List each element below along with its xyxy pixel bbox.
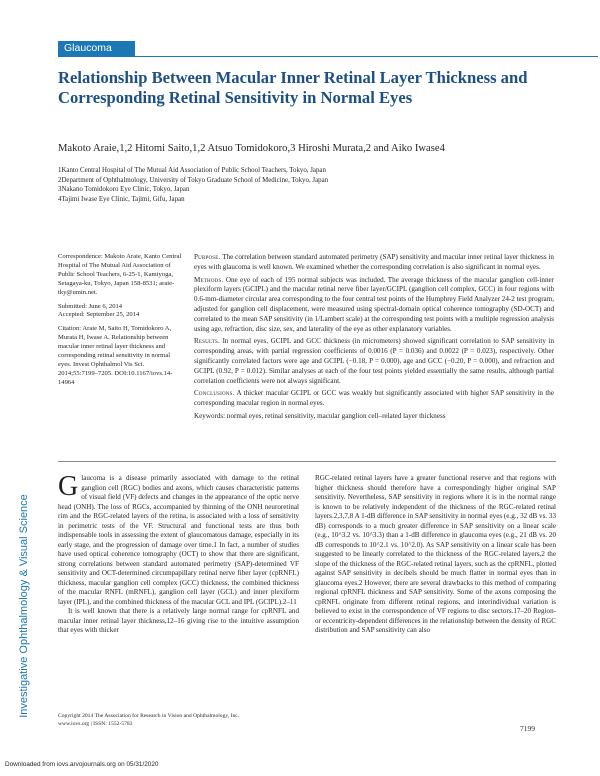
keywords: Keywords: normal eyes, retinal sensitivity, macular ganglion cell–related layer thickness [194, 411, 446, 420]
abstract-methods [194, 276, 554, 335]
accepted-date: Accepted: September 25, 2014 [58, 311, 140, 319]
affiliation-1: 1Kanto Central Hospital of The Mutual Aid Association of Public School Teachers, Tokyo, Japan [58, 167, 326, 174]
journal-name-vertical: Investigative Ophthalmology & Visual Science [18, 494, 30, 718]
methods-label: Methods. [194, 275, 224, 284]
intro-paragraph-1-text: laucoma is a disease primarily associated with damage to the retinal ganglion cell (RGC) bodies and axons, which causes characteristic patterns of visual field (VF) defects and changes in the appearance of the optic nerve head (ONH). The loss of RGCs, accompanied by thinning of the ONH neuroretinal rim and the RGC-related layers of the retina, is associated with a loss of sensitivity in perimetric tests of the VF. Structural and functional tests are thus both indispensable tools in assessing the extent of glaucomatous damage, especially in its early stage, and the progression of damage over time.1 In fact, a number of studies have used optical coherence tomography (OCT) to show that there are significant, strong correlations between standard automated perimetry (SAP)-determined VF sensitivity and OCT-determined circumpapillary retinal nerve fiber layer (cpRNFL) thickness, macular ganglion cell complex (GCC) thickness, the combined thickness of the macular RNFL (mRNFL), ganglion cell layer (GCL) and inner plexiform layer (IPL), and the combined thickness of the macular GCL and IPL (GCIPL).2–11 [58, 474, 299, 606]
abstract-results [194, 337, 554, 386]
conclusions-text: A thicker macular GCIPL or GCC was weakly but significantly associated with higher SAP sensitivity in the corresponding macular region in normal eyes. [194, 389, 554, 408]
conclusions-label: Conclusions. [194, 389, 235, 398]
methods-text: One eye of each of 195 normal subjects was included. The average thickness of the macular ganglion cell-inner plexiform layers (GCIPL) and the macular retinal nerve fiber layer/GCIPL (ganglion cell complex, GCC) in four regions with 0.6-mm-diameter circular area corresponding to the four central test points of the Humphrey Field Analyzer 24-2 test program, adjusted for ganglion cell displacement, were measured using spectral-domain optical coherence tomography (SD-OCT) and correlated to the mean SAP sensitivity (in 1/Lambert scale) at the corresponding test points with a multiple regression analysis using age, refraction, disc size, sex, and laterality of the eye as other explanatory variables. [194, 275, 554, 333]
issn-line: www.iovs.org | ISSN: 1552-5783 [58, 721, 133, 727]
intro-paragraph-2: It is well known that there is a relatively large normal range for cpRNFL and macular inner retinal layer thickness,12–16 giving rise to the intuitive assumption that eyes with thicker [58, 607, 299, 634]
affiliation-2: 2Department of Ophthalmology, University of Tokyo Graduate School of Medicine, Tokyo, Japan [58, 176, 329, 184]
affiliations [58, 166, 578, 204]
body-column-right [315, 474, 556, 636]
affiliation-4: 4Tajimi Iwase Eye Clinic, Tajimi, Gifu, Japan [58, 195, 185, 203]
section-tag: Glaucoma [58, 41, 135, 56]
body-column-left [58, 471, 299, 636]
purpose-label: Purpose. [194, 253, 221, 261]
page-footer [58, 712, 358, 728]
section-rule [58, 56, 598, 57]
download-note: Downloaded from iovs.arvojournals.org on 05/31/2020 [5, 761, 159, 768]
results-text: In normal eyes, GCIPL and GCC thickness (in micrometers) showed significant correlation to SAP sensitivity in corresponding areas, with partial regression coefficients of 0.0016 (P = 0.036) and 0.0022 (P = 0.023), respectively. Other significantly correlated factors were age and GCIPL (−0.18, P = 0.000), age and GCC (−0.20, P = 0.000), and refraction and GCIPL (0.92, P = 0.012). Similar analyses at each of the four test points yielded essentially the same results, although partial correlation coefficients were not always significant. [194, 337, 554, 385]
abstract-conclusions [194, 389, 554, 409]
article-sidebar [58, 253, 182, 393]
results-label: Results. [194, 337, 220, 346]
journal-vertical-banner [12, 490, 32, 730]
correspondence: Correspondence: Makoto Araie, Kanto Central Hospital of The Mutual Aid Association of Public School Teachers, 6-25-1, Kamiyoga, Setagaya-ku, Tokyo, Japan 158-8531; araie-tky@umin.net. [58, 253, 182, 296]
abstract-purpose [194, 253, 554, 273]
drop-cap: G [58, 471, 79, 502]
copyright-line: Copyright 2014 The Association for Research in Vision and Ophthalmology, Inc. [58, 713, 240, 719]
intro-paragraph-3: RGC-related retinal layers have a greater functional reserve and that regions with higher thickness should therefore have a correspondingly higher original SAP sensitivity. Nevertheless, SAP sensitivity in regions where it is in the normal range is known to be relatively independent of the thickness of the RGC-related retinal layers.2,3,7,8 A 1-dB difference in SAP sensitivity in normal eyes (e.g., 32 dB vs. 33 dB) corresponds to a much greater difference in SAP sensitivity on a linear scale (e.g., 10^3.2 vs. 10^3.3) than a 1-dB difference in glaucoma eyes (e.g., 21 dB vs. 20 dB corresponds to 10^2.1 vs. 10^2.0). As SAP sensitivity on a linear scale has been suggested to be linearly correlated to the thickness of the RGC-related layers,2 the slope of the thickness of the RGC-related retinal layers, such as the cpRNFL, plotted against SAP sensitivity in decibels should be much flatter in normal eyes than in glaucoma eyes.2 However, there are several drawbacks to this method of comparing regional cpRNFL thickness and SAP sensitivity. Some of the axons composing the cpRNFL originate from different retinal regions, and interindividual variation is believed to exist in the correspondence of VF regions to disc sectors.17–20 Region- or eccentricity-dependent differences in the relationship between the density of RGC distribution and SAP sensitivity can also [315, 474, 556, 634]
page-number: 7199 [520, 724, 535, 733]
submitted-date: Submitted: June 6, 2014 [58, 302, 123, 310]
section-divider [58, 461, 556, 462]
abstract [194, 253, 554, 425]
citation: Citation: Araie M, Saito H, Tomidokoro A, Murata H, Iwase A. Relationship between macular inner retinal layer thickness and corresponding retinal sensitivity in normal eyes. Invest Ophthalmol Vis Sci. 2014;55:7199–7205. DOI:10.1167/iovs.14-14964 [58, 325, 173, 386]
author-list: Makoto Araie,1,2 Hitomi Saito,1,2 Atsuo Tomidokoro,3 Hiroshi Murata,2 and Aiko Iwase4 [58, 143, 445, 154]
affiliation-3: 3Nakano Tomidokoro Eye Clinic, Tokyo, Japan [58, 186, 190, 194]
article-title: Relationship Between Macular Inner Retinal Layer Thickness and Corresponding Retinal Sensitivity in Normal Eyes [58, 68, 528, 107]
intro-paragraph-1 [58, 471, 299, 607]
purpose-text: The correlation between standard automated perimetry (SAP) sensitivity and macular inner retinal layer thickness in eyes with glaucoma is well known. We examined whether the corresponding correlation is also significant in normal eyes. [194, 253, 554, 271]
